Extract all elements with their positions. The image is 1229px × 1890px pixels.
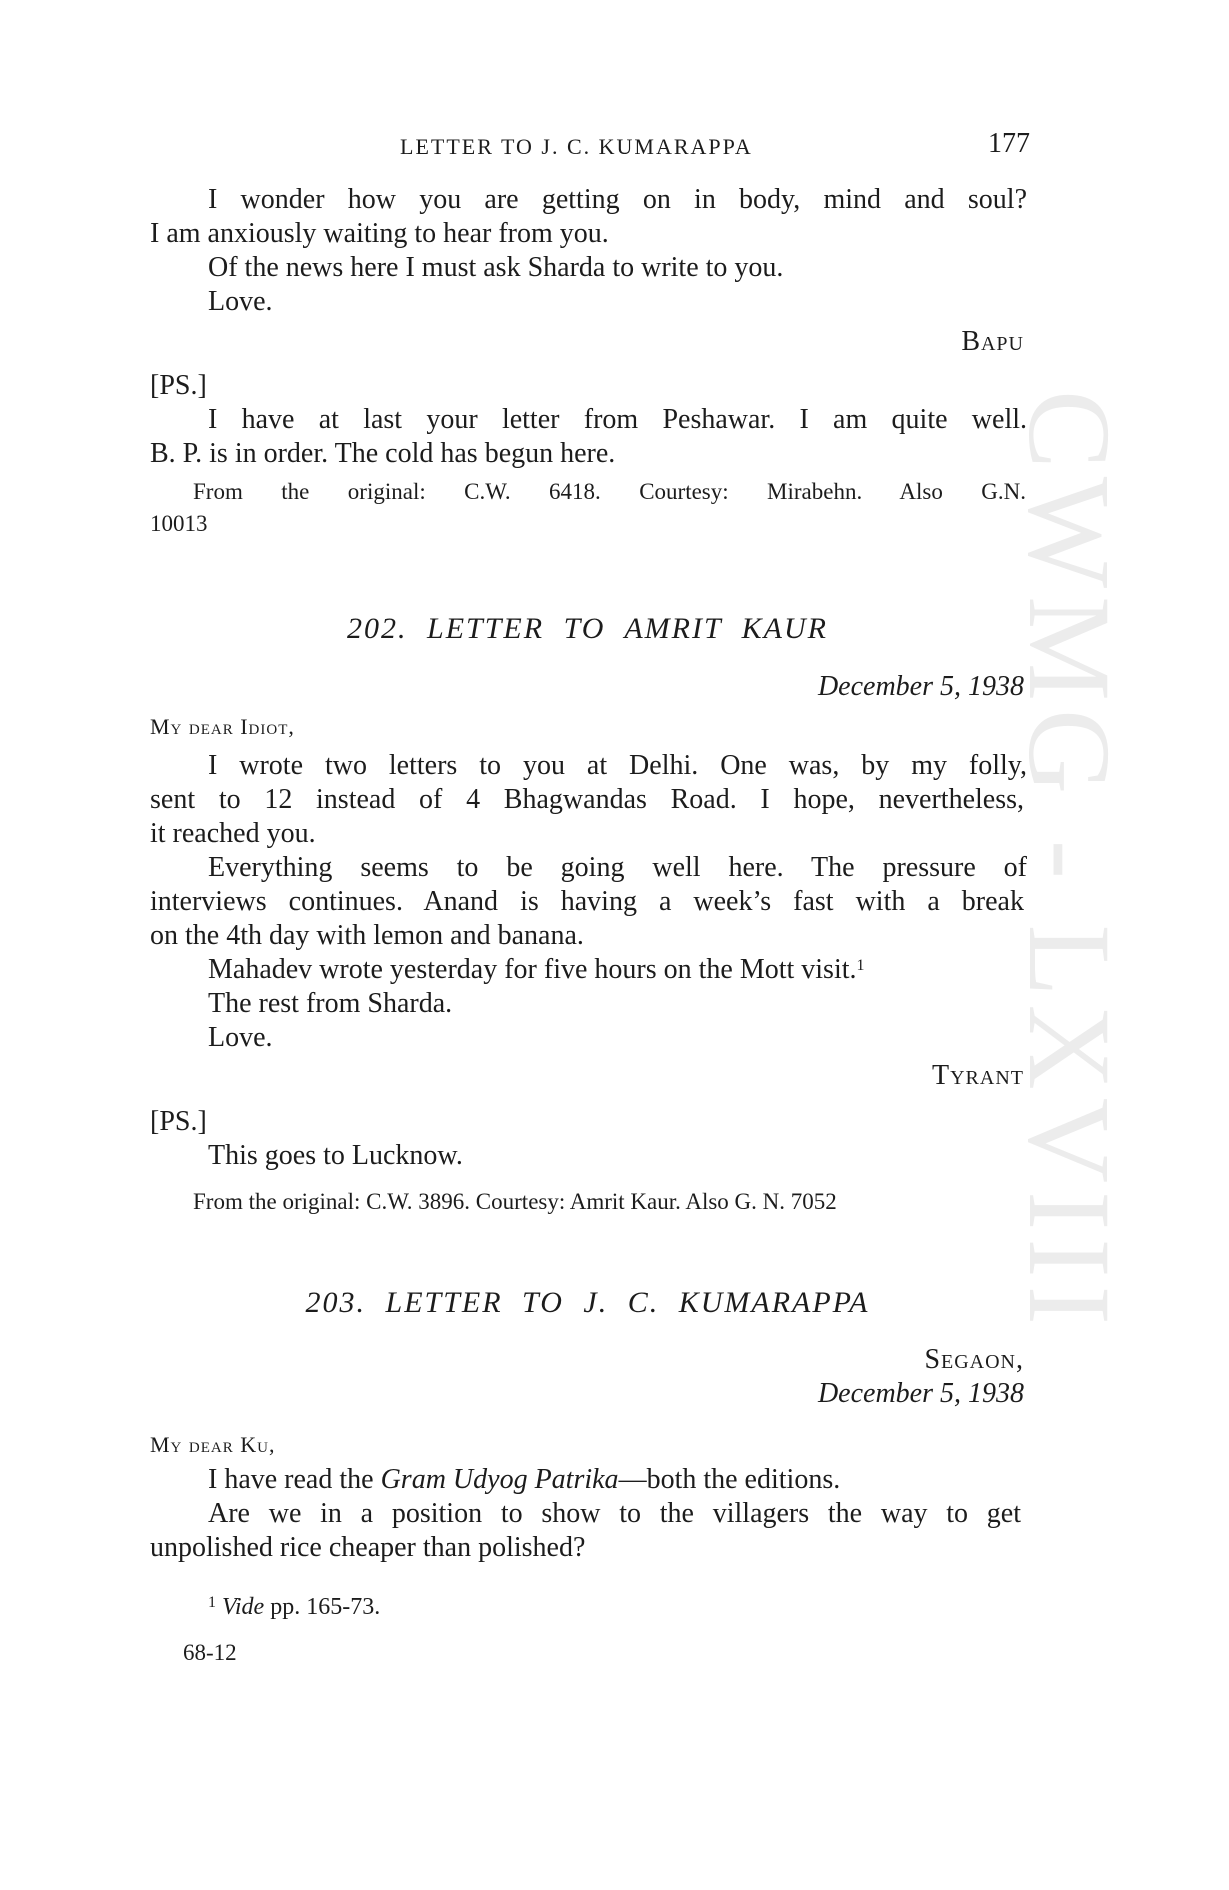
text-line: sent to 12 instead of 4 Bhagwandas Road. I hope, nevertheless, [150,784,1024,815]
text-line: This goes to Lucknow. [208,1140,463,1171]
text-span: Mahadev wrote yesterday for five hours on the Mott visit. [208,954,857,985]
text-line: unpolished rice cheaper than polished? [150,1532,586,1563]
source-note: 10013 [150,511,208,536]
letter-place: Segaon, [924,1344,1024,1375]
text-line: Love. [208,286,273,317]
text-span: —both the editions. [618,1464,841,1495]
letter-heading: 202. LETTER TO AMRIT KAUR [347,612,828,645]
footnote-vide: Vide [222,1594,265,1620]
running-title: LETTER TO J. C. KUMARAPPA [400,134,753,159]
text-line: The rest from Sharda. [208,988,453,1019]
signature-mark: 68-12 [183,1640,237,1665]
page-number: 177 [988,128,1030,159]
ps-label: [PS.] [150,370,207,401]
heading-j: J [583,1286,599,1319]
publication-title: Gram Udyog Patrika [380,1464,619,1495]
letter-date: December 5, 1938 [817,1378,1024,1409]
salutation: My dear Ku, [150,1432,276,1457]
text-span: I have read the [208,1464,381,1495]
text-line: B. P. is in order. The cold has begun here. [150,438,616,469]
footnote [208,1592,1083,1622]
text-line: Of the news here I must ask Sharda to write to you. [208,252,784,283]
heading-prefix: 203. LETTER TO [305,1286,584,1319]
text-line: I wrote two letters to you at Delhi. One was, by my folly, [208,750,1027,781]
text-line: Love. [208,1022,273,1053]
text-line: it reached you. [150,818,316,849]
text-line: on the 4th day with lemon and banana. [150,920,584,951]
source-note: From the original: C.W. 3896. Courtesy: Amrit Kaur. Also G. N. 7052 [193,1189,837,1214]
ps-label: [PS.] [150,1106,207,1137]
text-line: I have at last your letter from Peshawar. I am quite well. [208,404,1027,435]
footnote-ref: 1 [856,957,865,974]
footnote-marker: 1 [208,1594,216,1611]
text-line: Are we in a position to show to the villagers the way to get [208,1498,1021,1529]
text-line: I wonder how you are getting on in body, mind and soul? [208,184,1027,215]
source-note: From the original: C.W. 6418. Courtesy: Mirabehn. Also G.N. [193,479,1026,504]
salutation: My dear Idiot, [150,714,295,739]
letter-heading [150,1286,1025,1320]
text-line [208,1463,1025,1497]
watermark: CWMG - LXVIII [1004,390,1135,1333]
text-line: interviews continues. Anand is having a week’s fast with a break [150,886,1024,917]
heading-suffix: . C. KUMARAPPA [598,1286,870,1319]
footnote-text: pp. 165-73. [264,1594,381,1620]
signature-tyrant: Tyrant [932,1060,1024,1091]
signature-bapu: Bapu [961,326,1024,357]
text-line: I am anxiously waiting to hear from you. [150,218,609,249]
text-line-with-footnote [208,953,1025,987]
letter-date: December 5, 1938 [817,671,1024,702]
text-line: Everything seems to be going well here. The pressure of [208,852,1027,883]
